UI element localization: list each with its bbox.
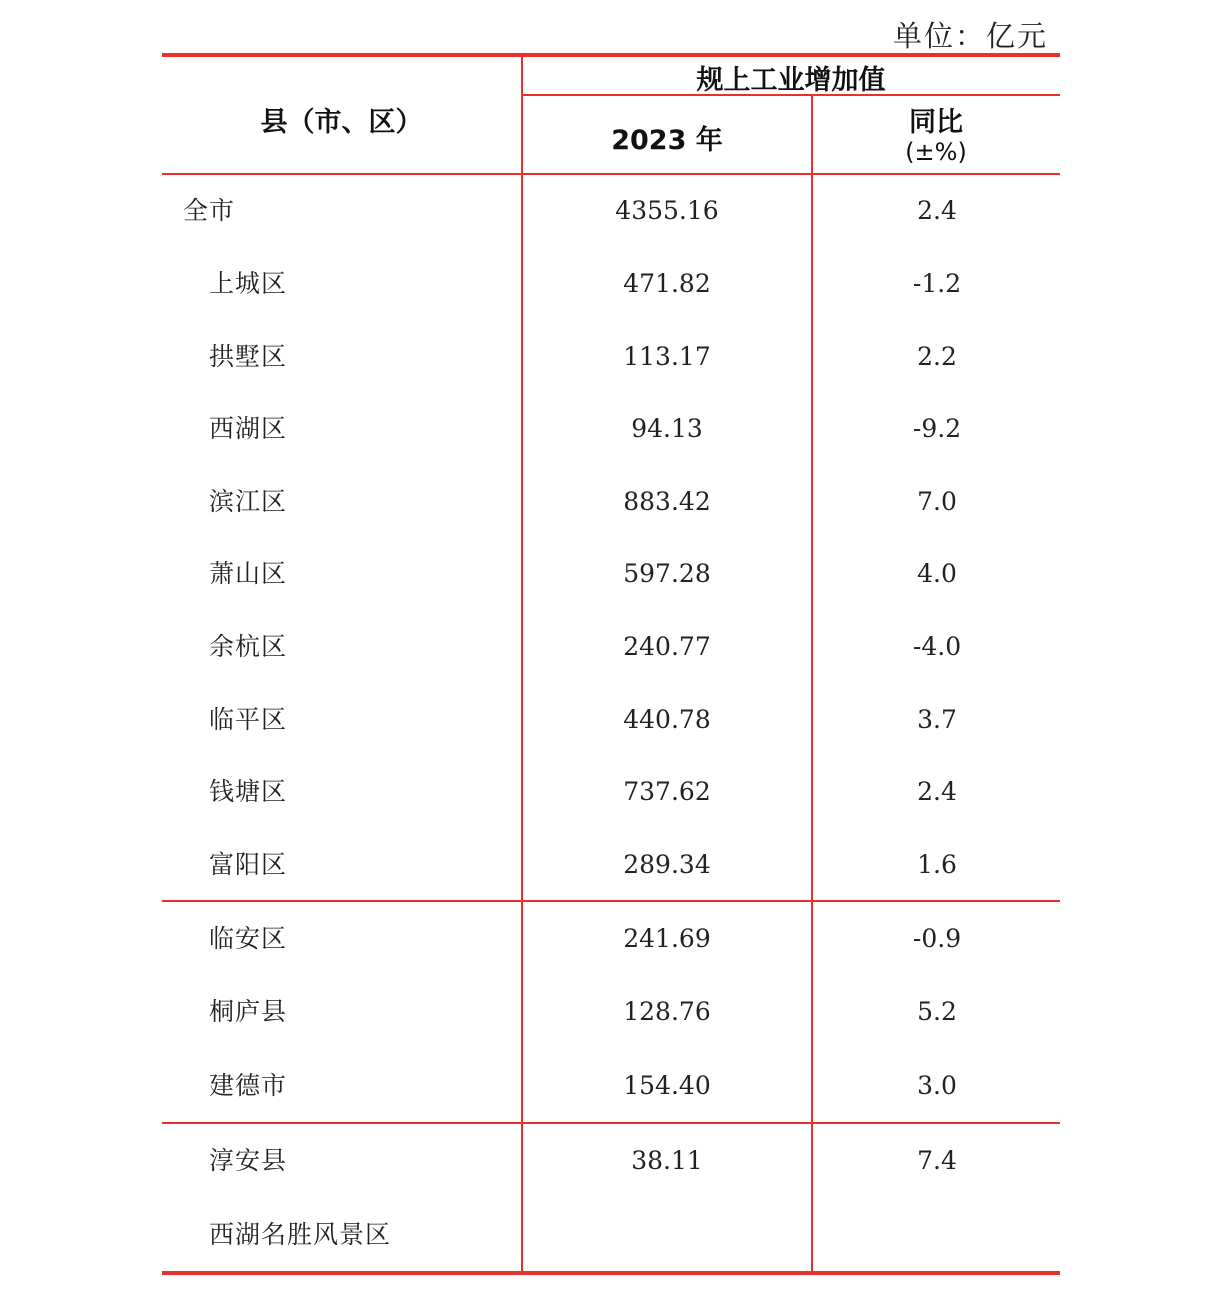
row-value: 154.40 [623,1071,711,1100]
table-row [162,919,1060,959]
row-name: 富阳区 [209,850,288,879]
row-value: 113.17 [623,342,711,371]
row-value: 737.62 [623,777,711,806]
header-yoy-unit: (±%) [905,138,967,166]
row-value: 440.78 [623,705,711,734]
row-yoy: 7.4 [917,1146,957,1175]
header-yoy: 同比 [909,107,963,138]
table-row [162,992,1060,1032]
row-value: 883.42 [623,487,711,516]
row-yoy: 3.7 [917,705,957,734]
table-row [162,1215,1060,1255]
row-name: 滨江区 [209,487,288,516]
unit-label: 单位：亿元 [892,19,1048,53]
row-yoy: 3.0 [917,1071,957,1100]
table-row [162,264,1060,304]
row-name: 萧山区 [209,559,288,588]
section-rule-2 [162,1122,1060,1124]
row-yoy: 5.2 [917,997,957,1026]
row-name: 余杭区 [209,632,288,661]
table-row [162,554,1060,594]
row-value: 240.77 [623,632,711,661]
row-name: 淳安县 [209,1146,288,1175]
row-yoy: -0.9 [912,924,962,953]
table-row [162,409,1060,449]
row-value: 597.28 [623,559,711,588]
table-row [162,772,1060,812]
table-row [162,1141,1060,1181]
header-region: 县（市、区） [260,107,423,138]
table-row [162,191,1060,231]
row-name: 临安区 [209,924,288,953]
header-bottom-rule [162,173,1060,175]
row-name: 全市 [183,196,236,225]
table-top-rule [162,53,1060,57]
header-year: 2023 年 [611,125,723,156]
row-yoy: 2.4 [917,196,957,225]
row-name: 临平区 [209,705,288,734]
row-name: 钱塘区 [209,777,288,806]
row-name: 建德市 [209,1071,288,1100]
row-yoy: -4.0 [912,632,962,661]
table-row [162,337,1060,377]
row-value: 289.34 [623,850,711,879]
row-yoy: 4.0 [917,559,957,588]
row-value: 241.69 [623,924,711,953]
table-row [162,700,1060,740]
row-value: 38.11 [631,1146,703,1175]
row-yoy: -9.2 [912,414,962,443]
row-name: 西湖名胜风景区 [209,1220,392,1249]
row-yoy: 7.0 [917,487,957,516]
row-name: 西湖区 [209,414,288,443]
table-bottom-rule [162,1271,1060,1275]
table-row [162,482,1060,522]
row-yoy: -1.2 [912,269,962,298]
table-row [162,845,1060,885]
table-row [162,627,1060,667]
row-yoy: 2.4 [917,777,957,806]
row-name: 拱墅区 [209,342,288,371]
row-yoy: 1.6 [917,850,957,879]
row-name: 上城区 [209,269,288,298]
header-group: 规上工业增加值 [696,65,886,96]
row-value: 471.82 [623,269,711,298]
section-rule-1 [162,900,1060,902]
row-value: 128.76 [623,997,711,1026]
row-value: 4355.16 [615,196,719,225]
table-row [162,1066,1060,1106]
row-yoy: 2.2 [917,342,957,371]
row-value: 94.13 [631,414,703,443]
row-name: 桐庐县 [209,997,288,1026]
